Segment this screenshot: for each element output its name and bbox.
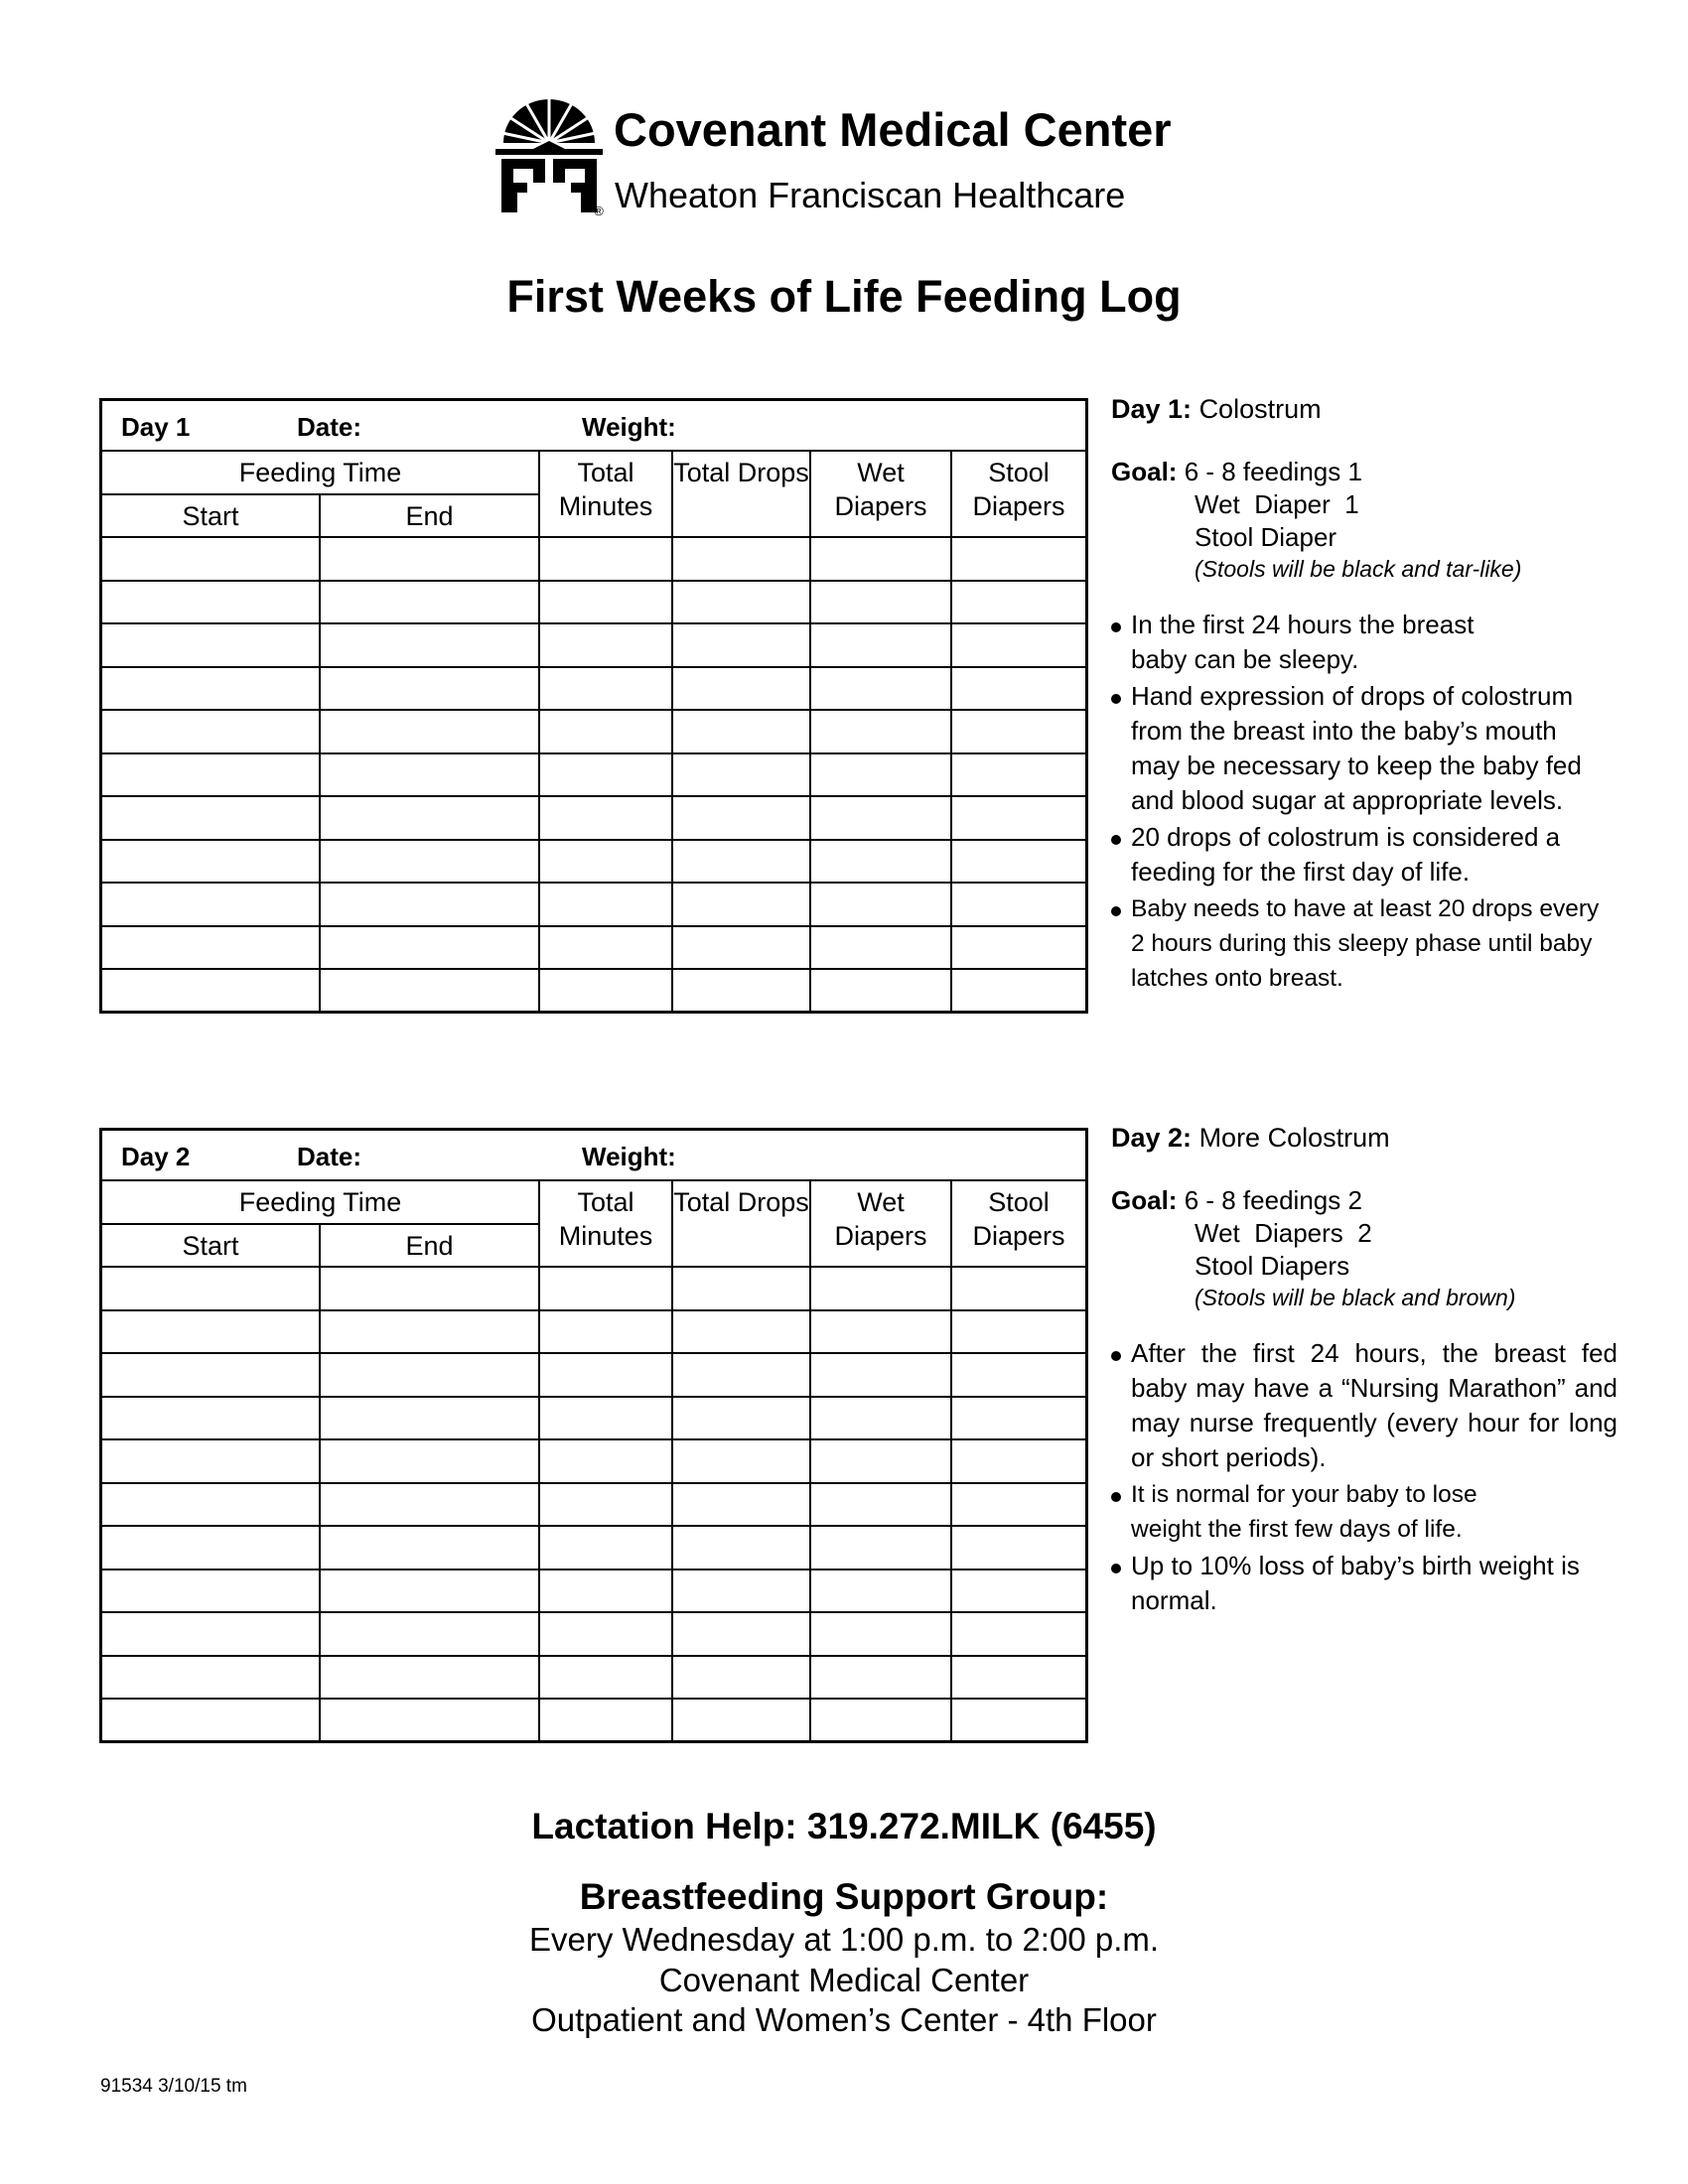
- page-title: First Weeks of Life Feeding Log: [506, 271, 1182, 322]
- day1-feeding-log: [99, 398, 1088, 1014]
- bullet-item: Up to 10% loss of baby’s birth weight is normal.: [1111, 1549, 1618, 1618]
- notes-bullets: [1111, 1336, 1618, 1618]
- log-entry-cell[interactable]: [810, 796, 951, 840]
- notes-heading-day: Day 2:: [1111, 1123, 1193, 1153]
- log-entry-cell[interactable]: [672, 1656, 810, 1700]
- log-entry-cell[interactable]: [102, 1656, 320, 1700]
- notes-heading: [1111, 1121, 1618, 1155]
- end-header: End: [320, 1224, 539, 1267]
- log-entry-cell[interactable]: [320, 1397, 539, 1440]
- log-entry-cell[interactable]: [810, 969, 951, 1013]
- table-row: [102, 710, 1085, 753]
- log-entry-cell[interactable]: [539, 1526, 672, 1570]
- column-header: Total Minutes: [539, 1181, 672, 1267]
- log-entry-cell[interactable]: [102, 926, 320, 970]
- day1-notes: [1111, 392, 1618, 998]
- log-entry-cell[interactable]: [102, 1267, 320, 1310]
- log-entry-cell[interactable]: [102, 1699, 320, 1742]
- log-entry-cell[interactable]: [320, 623, 539, 667]
- log-entry-cell[interactable]: [951, 667, 1085, 711]
- notes-heading-day: Day 1:: [1111, 394, 1193, 424]
- log-entry-cell[interactable]: [539, 581, 672, 624]
- log-entry-cell[interactable]: [672, 1570, 810, 1613]
- table-row: [102, 1526, 1085, 1570]
- log-entry-cell[interactable]: [672, 1310, 810, 1354]
- goal-line: Wet Diapers 2: [1195, 1218, 1372, 1248]
- log-entry-cell[interactable]: [672, 537, 810, 581]
- log-entry-cell[interactable]: [810, 623, 951, 667]
- log-entry-cell[interactable]: [951, 840, 1085, 884]
- log-entry-cell[interactable]: [102, 537, 320, 581]
- log-entry-cell[interactable]: [102, 1397, 320, 1440]
- log-entry-cell[interactable]: [810, 883, 951, 926]
- log-entry-cell[interactable]: [810, 1397, 951, 1440]
- table-row: [102, 1439, 1085, 1483]
- log-entry-cell[interactable]: [672, 796, 810, 840]
- log-entry-cell[interactable]: [320, 1699, 539, 1742]
- log-entry-cell[interactable]: [102, 969, 320, 1013]
- goal-note: (Stools will be black and tar-like): [1195, 556, 1522, 582]
- table-row: [102, 1267, 1085, 1310]
- table-row: [102, 1656, 1085, 1700]
- log-entry-cell[interactable]: [102, 667, 320, 711]
- log-entry-cell[interactable]: [320, 926, 539, 970]
- log-entry-cell[interactable]: [810, 667, 951, 711]
- weight-label: Weight:: [582, 412, 676, 442]
- column-header: Wet Diapers: [810, 452, 951, 537]
- log-entry-cell[interactable]: [951, 537, 1085, 581]
- org-name: Covenant Medical Center: [614, 103, 1172, 156]
- log-entry-cell[interactable]: [951, 1483, 1085, 1527]
- date-label: Date:: [297, 412, 362, 442]
- log-entry-cell[interactable]: [951, 1310, 1085, 1354]
- log-entry-cell[interactable]: [539, 840, 672, 884]
- log-entry-cell[interactable]: [102, 623, 320, 667]
- log-entry-cell[interactable]: [810, 537, 951, 581]
- log-entry-cell[interactable]: [951, 969, 1085, 1013]
- log-entry-cell[interactable]: [810, 840, 951, 884]
- log-entry-cell[interactable]: [539, 796, 672, 840]
- log-entry-cell[interactable]: [320, 840, 539, 884]
- column-header: Wet Diapers: [810, 1181, 951, 1267]
- goal-line: 6 - 8 feedings 2: [1184, 1185, 1362, 1215]
- log-header-row: [102, 401, 1085, 452]
- log-entry-cell[interactable]: [810, 1267, 951, 1310]
- goal-line: Stool Diaper: [1195, 522, 1337, 552]
- log-entry-cell[interactable]: [672, 581, 810, 624]
- log-entry-cell[interactable]: [539, 537, 672, 581]
- log-entry-cell[interactable]: [810, 710, 951, 753]
- log-entry-cell[interactable]: [810, 1439, 951, 1483]
- feeding-time-header: Feeding Time: [102, 452, 539, 494]
- column-header: Stool Diapers: [951, 1181, 1085, 1267]
- log-entry-cell[interactable]: [320, 753, 539, 797]
- log-entry-cell[interactable]: [539, 1612, 672, 1656]
- registered-mark: ®: [594, 204, 604, 216]
- form-code: 91534 3/10/15 tm: [100, 2076, 247, 2097]
- feeding-time-header: Feeding Time: [102, 1181, 539, 1224]
- log-entry-cell[interactable]: [539, 1570, 672, 1613]
- log-entry-cell[interactable]: [672, 1483, 810, 1527]
- log-entry-cell[interactable]: [951, 623, 1085, 667]
- log-entry-cell[interactable]: [672, 667, 810, 711]
- notes-heading-text: Colostrum: [1198, 394, 1322, 424]
- log-entry-cell[interactable]: [102, 710, 320, 753]
- log-entry-cell[interactable]: [539, 1397, 672, 1440]
- log-entry-cell[interactable]: [951, 1656, 1085, 1700]
- goal-block: [1111, 456, 1618, 584]
- log-entry-cell[interactable]: [951, 710, 1085, 753]
- log-entry-cell[interactable]: [102, 1526, 320, 1570]
- log-entry-cell[interactable]: [672, 710, 810, 753]
- table-row: [102, 1310, 1085, 1354]
- log-entry-cell[interactable]: [320, 883, 539, 926]
- franciscan-logo-icon: [493, 95, 605, 216]
- support-group-line: Covenant Medical Center: [658, 1962, 1030, 1998]
- date-label: Date:: [297, 1142, 362, 1171]
- table-row: [102, 1570, 1085, 1613]
- log-entry-cell[interactable]: [672, 1526, 810, 1570]
- bullet-item: 20 drops of colostrum is considered a feeding for the first day of life.: [1111, 820, 1618, 889]
- log-table: [102, 452, 1085, 1013]
- log-entry-cell[interactable]: [951, 1353, 1085, 1397]
- bullet-item: Hand expression of drops of colostrum from the breast into the baby’s mouth may be necessary to keep the baby fed and blood sugar at appropriate levels.: [1111, 679, 1618, 818]
- day-label: Day 2: [121, 1142, 191, 1171]
- log-entry-cell[interactable]: [320, 710, 539, 753]
- table-row: [102, 537, 1085, 581]
- start-header: Start: [102, 1224, 320, 1267]
- table-row: [102, 1353, 1085, 1397]
- log-entry-cell[interactable]: [672, 1397, 810, 1440]
- org-subtitle: Wheaton Franciscan Healthcare: [615, 175, 1126, 215]
- log-entry-cell[interactable]: [951, 1699, 1085, 1742]
- log-entry-cell[interactable]: [102, 581, 320, 624]
- log-entry-cell[interactable]: [320, 537, 539, 581]
- log-entry-cell[interactable]: [320, 1483, 539, 1527]
- log-entry-cell[interactable]: [672, 623, 810, 667]
- log-entry-cell[interactable]: [810, 1612, 951, 1656]
- log-entry-cell[interactable]: [810, 1570, 951, 1613]
- column-header: Stool Diapers: [951, 452, 1085, 537]
- day2-feeding-log: [99, 1128, 1088, 1743]
- log-entry-cell[interactable]: [810, 753, 951, 797]
- log-entry-cell[interactable]: [951, 1267, 1085, 1310]
- support-group-line: Outpatient and Women’s Center - 4th Floor: [531, 2001, 1157, 2038]
- log-entry-cell[interactable]: [672, 969, 810, 1013]
- log-entry-cell[interactable]: [810, 1310, 951, 1354]
- table-row: [102, 926, 1085, 970]
- table-row: [102, 623, 1085, 667]
- log-entry-cell[interactable]: [810, 1353, 951, 1397]
- table-row: [102, 667, 1085, 711]
- column-header: Total Drops: [672, 452, 810, 537]
- log-entry-cell[interactable]: [539, 883, 672, 926]
- log-entry-cell[interactable]: [102, 840, 320, 884]
- table-row: [102, 883, 1085, 926]
- log-entry-cell[interactable]: [539, 1656, 672, 1700]
- log-entry-cell[interactable]: [951, 1612, 1085, 1656]
- log-entry-cell[interactable]: [102, 1483, 320, 1527]
- log-entry-cell[interactable]: [672, 1267, 810, 1310]
- goal-label: Goal:: [1111, 457, 1178, 486]
- log-entry-cell[interactable]: [672, 753, 810, 797]
- goal-line: 6 - 8 feedings 1: [1184, 457, 1362, 486]
- log-entry-cell[interactable]: [951, 1397, 1085, 1440]
- log-entry-cell[interactable]: [672, 1353, 810, 1397]
- log-entry-cell[interactable]: [102, 753, 320, 797]
- log-entry-cell[interactable]: [951, 1526, 1085, 1570]
- log-entry-cell[interactable]: [672, 840, 810, 884]
- log-entry-cell[interactable]: [951, 581, 1085, 624]
- log-entry-cell[interactable]: [951, 883, 1085, 926]
- log-entry-cell[interactable]: [672, 883, 810, 926]
- log-entry-cell[interactable]: [539, 753, 672, 797]
- notes-heading: [1111, 392, 1618, 426]
- log-entry-cell[interactable]: [320, 1612, 539, 1656]
- goal-note: (Stools will be black and brown): [1195, 1285, 1516, 1310]
- start-header: Start: [102, 494, 320, 537]
- log-entry-cell[interactable]: [102, 1353, 320, 1397]
- log-entry-cell[interactable]: [539, 710, 672, 753]
- notes-bullets: [1111, 608, 1618, 996]
- log-entry-cell[interactable]: [539, 1699, 672, 1742]
- log-entry-cell[interactable]: [810, 926, 951, 970]
- log-entry-cell[interactable]: [320, 1353, 539, 1397]
- log-entry-cell[interactable]: [951, 1570, 1085, 1613]
- log-entry-cell[interactable]: [539, 969, 672, 1013]
- log-entry-cell[interactable]: [539, 1483, 672, 1527]
- day-label: Day 1: [121, 412, 191, 442]
- log-entry-cell[interactable]: [810, 1483, 951, 1527]
- log-entry-cell[interactable]: [102, 883, 320, 926]
- goal-block: [1111, 1184, 1618, 1312]
- bullet-item: After the first 24 hours, the breast fed baby may have a “Nursing Marathon” and may nurse frequently (every hour for long or short periods).: [1111, 1336, 1618, 1475]
- log-entry-cell[interactable]: [539, 667, 672, 711]
- lactation-help: Lactation Help: 319.272.MILK (6455): [531, 1806, 1157, 1846]
- column-header: Total Drops: [672, 1181, 810, 1267]
- table-row: [102, 969, 1085, 1013]
- table-row: [102, 581, 1085, 624]
- weight-label: Weight:: [582, 1142, 676, 1171]
- goal-label: Goal:: [1111, 1185, 1178, 1215]
- end-header: End: [320, 494, 539, 537]
- goal-line: Stool Diapers: [1195, 1251, 1350, 1281]
- log-entry-cell[interactable]: [320, 1570, 539, 1613]
- log-entry-cell[interactable]: [102, 1612, 320, 1656]
- log-entry-cell[interactable]: [539, 623, 672, 667]
- table-row: [102, 753, 1085, 797]
- day2-notes: [1111, 1121, 1618, 1620]
- log-entry-cell[interactable]: [810, 581, 951, 624]
- table-row: [102, 796, 1085, 840]
- log-entry-cell[interactable]: [320, 1439, 539, 1483]
- log-table: [102, 1181, 1085, 1742]
- log-entry-cell[interactable]: [810, 1526, 951, 1570]
- column-header: Total Minutes: [539, 452, 672, 537]
- log-entry-cell[interactable]: [539, 1439, 672, 1483]
- log-entry-cell[interactable]: [951, 926, 1085, 970]
- log-entry-cell[interactable]: [102, 796, 320, 840]
- log-entry-cell[interactable]: [672, 1439, 810, 1483]
- log-entry-cell[interactable]: [539, 1353, 672, 1397]
- log-entry-cell[interactable]: [320, 796, 539, 840]
- table-row: [102, 1612, 1085, 1656]
- bullet-item: Baby needs to have at least 20 drops every 2 hours during this sleepy phase until baby latches onto breast.: [1111, 891, 1618, 996]
- log-entry-cell[interactable]: [810, 1699, 951, 1742]
- log-entry-cell[interactable]: [320, 1310, 539, 1354]
- support-group-line: Every Wednesday at 1:00 p.m. to 2:00 p.m.: [528, 1921, 1160, 1958]
- log-entry-cell[interactable]: [539, 1310, 672, 1354]
- log-entry-cell[interactable]: [672, 1612, 810, 1656]
- log-entry-cell[interactable]: [102, 1570, 320, 1613]
- table-row: [102, 1699, 1085, 1742]
- log-entry-cell[interactable]: [951, 1439, 1085, 1483]
- log-entry-cell[interactable]: [320, 969, 539, 1013]
- log-entry-cell[interactable]: [539, 926, 672, 970]
- support-group-title: Breastfeeding Support Group:: [579, 1876, 1109, 1917]
- log-entry-cell[interactable]: [672, 926, 810, 970]
- log-entry-cell[interactable]: [102, 1310, 320, 1354]
- log-entry-cell[interactable]: [672, 1699, 810, 1742]
- log-header-row: [102, 1131, 1085, 1181]
- log-entry-cell[interactable]: [320, 1267, 539, 1310]
- notes-heading-text: More Colostrum: [1198, 1123, 1390, 1153]
- log-entry-cell[interactable]: [102, 1439, 320, 1483]
- log-entry-cell[interactable]: [320, 1526, 539, 1570]
- bullet-item: In the first 24 hours the breast baby can be sleepy.: [1111, 608, 1618, 677]
- table-row: [102, 1483, 1085, 1527]
- log-entry-cell[interactable]: [951, 753, 1085, 797]
- table-row: [102, 1397, 1085, 1440]
- log-entry-cell[interactable]: [539, 1267, 672, 1310]
- log-entry-cell[interactable]: [320, 1656, 539, 1700]
- goal-line: Wet Diaper 1: [1195, 489, 1359, 519]
- table-row: [102, 840, 1085, 884]
- log-entry-cell[interactable]: [951, 796, 1085, 840]
- log-entry-cell[interactable]: [810, 1656, 951, 1700]
- bullet-item: It is normal for your baby to lose weight the first few days of life.: [1111, 1477, 1618, 1547]
- log-entry-cell[interactable]: [320, 581, 539, 624]
- log-entry-cell[interactable]: [320, 667, 539, 711]
